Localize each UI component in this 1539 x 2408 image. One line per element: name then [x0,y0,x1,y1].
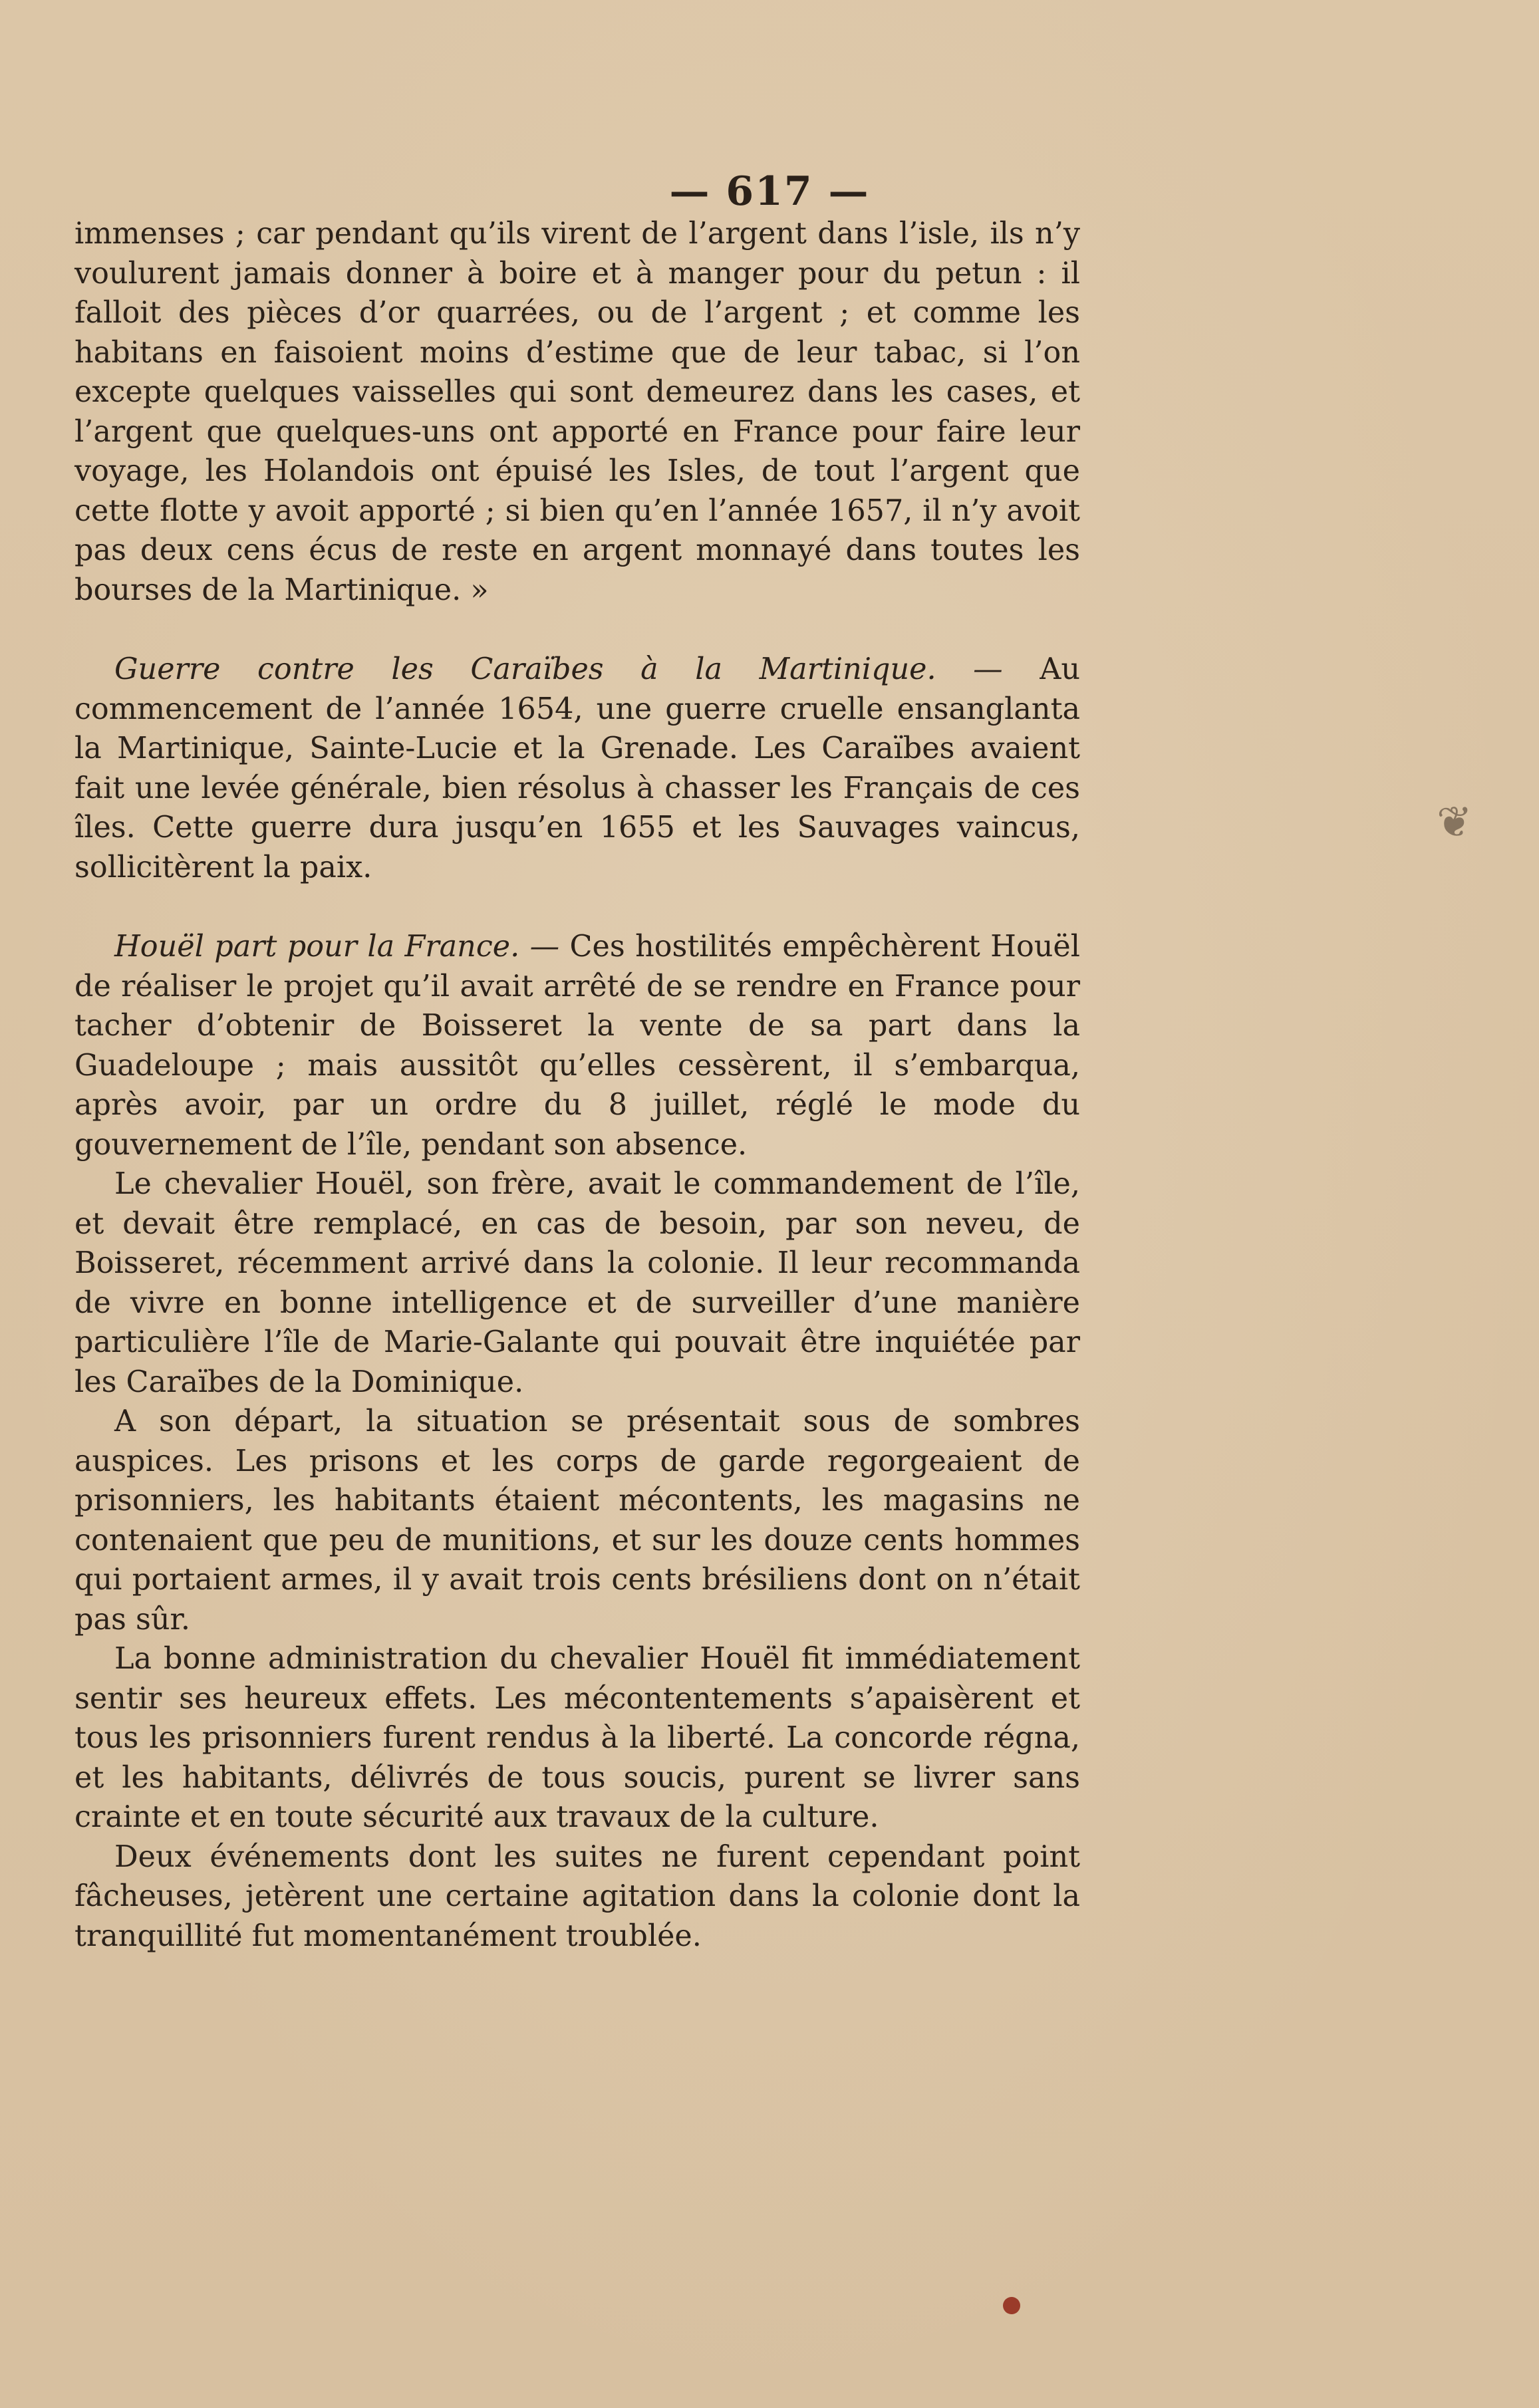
ink-dot [1003,2297,1020,2314]
paragraph-4: Le chevalier Houël, son frère, avait le commandement de l’île, et devait être remplacé, en cas de besoin, par son neveu, de Boisseret, récemment arrivé dans la colonie. Il leur recommanda de vivre en bonne intelligence et de surveiller d’une manière particulière l’île de Marie-Galante qui pouvait être inquiétée par les Caraïbes de la Dominique. [74,1167,1080,1399]
text-body [74,214,1080,1956]
paragraph-5: A son départ, la situation se présentait sous de sombres auspices. Les prisons et les corps de garde regorgeaient de prisonniers, les habitants étaient mécontents, les magasins ne contenaient que peu de munitions, et sur les douze cents hommes qui portaient armes, il y avait trois cents brésiliens dont on n’était pas sûr. [74,1405,1080,1637]
page-number: — 617 — [669,168,870,215]
paragraph-6: La bonne administration du chevalier Houël fit immédiatement sentir ses heureux effets. Les mécontentements s’apaisèrent et tous les prisonniers furent rendus à la liberté. La concorde régna, et les habitants, délivrés de tous soucis, purent se livrer sans crainte et en toute sécurité aux travaux de la culture. [74,1642,1080,1834]
paragraph-2-text: Au commencement de l’année 1654, une guerre cruelle ensanglanta la Martinique, Sainte-Lucie et la Grenade. Les Caraïbes avaient fait une levée générale, bien résolus à chasser les Français de ces îles. Cette guerre dura jusqu’en 1655 et les Sauvages vaincus, sollicitèrent la paix. [74,652,1080,884]
paragraph-1: immenses ; car pendant qu’ils virent de l’argent dans l’isle, ils n’y voulurent jamais donner à boire et à manger pour du petun : il falloit des pièces d’or quarrées, ou de l’argent ; et comme les habitans en faisoient moins d’estime que de leur tabac, si l’on excepte quelques vaisselles qui sont demeurez dans les cases, et l’argent que quelques-uns ont apporté en France pour faire leur voyage, les Holandois ont épuisé les Isles, de tout l’argent que cette flotte y avoit apporté ; si bien qu’en l’année 1657, il n’y avoit pas deux cens écus de reste en argent monnayé dans toutes les bourses de la Martinique. » [74,217,1080,607]
section-gap [74,887,1080,927]
ornament-mark: ❦ [1437,798,1472,847]
paragraph-7: Deux événements dont les suites ne furent cependant point fâcheuses, jetèrent une certaine agitation dans la colonie dont la tranquillité fut momentanément troublée. [74,1839,1080,1953]
paragraph-2 [74,650,1080,887]
section-heading-2: Houël part pour la France. — [114,930,570,964]
section-heading-1: Guerre contre les Caraïbes à la Martinique. — [114,652,1040,686]
paragraph-3 [74,927,1080,1164]
section-gap [74,610,1080,650]
paragraph-3-text: Ces hostilités empêchèrent Houël de réaliser le projet qu’il avait arrêté de se rendre en France pour tacher d’obtenir de Boisseret la vente de sa part dans la Guadeloupe ; mais aussitôt qu’elles cessèrent, il s’embarqua, après avoir, par un ordre du 8 juillet, réglé le mode du gouvernement de l’île, pendant son absence. [74,930,1080,1162]
